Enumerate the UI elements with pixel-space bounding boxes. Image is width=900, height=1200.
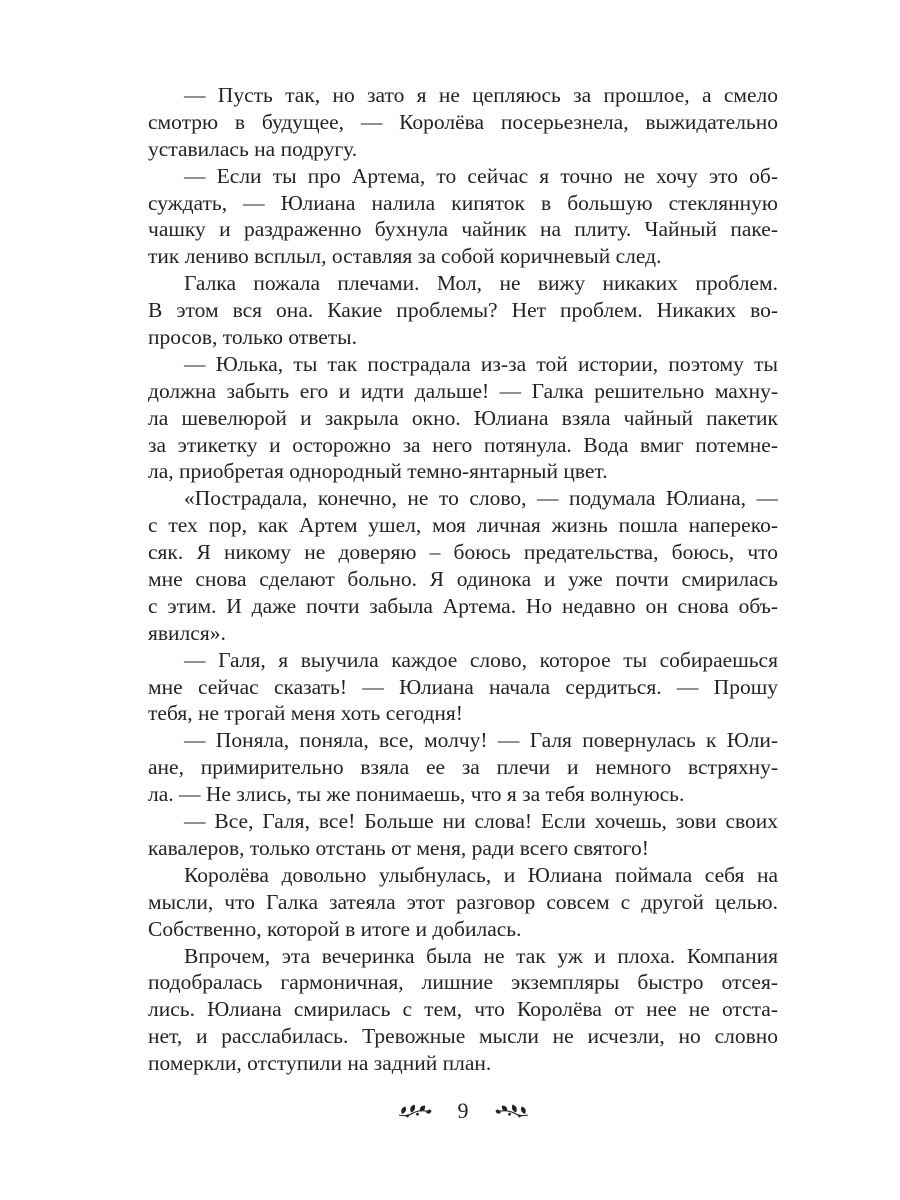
text-line: ла шевелюрой и закрыла окно. Юлиана взяла чайный пакетик (148, 405, 778, 430)
text-line: смотрю в будущее, — Королёва посерьезнела, выжидательно (148, 109, 778, 134)
paragraph (148, 485, 778, 646)
text-line: уставилась на подругу. (148, 136, 358, 161)
paragraph (148, 943, 778, 1077)
text-line: с тех пор, как Артем ушел, моя личная жизнь пошла напереко- (148, 513, 778, 538)
text-line: мне сейчас сказать! — Юлиана начала сердиться. — Прошу (148, 674, 778, 699)
text-line: В этом вся она. Какие проблемы? Нет проблем. Никаких во- (148, 298, 778, 323)
text-line: тебя, не трогай меня хоть сегодня! (148, 701, 463, 726)
text-line: явился». (148, 620, 226, 645)
text-line: чашку и раздраженно бухнула чайник на плиту. Чайный паке- (148, 217, 778, 242)
text-line: суждать, — Юлиана налила кипяток в большую стеклянную (148, 190, 778, 215)
text-line: Собственно, которой в итоге и добилась. (148, 916, 522, 941)
text-line: — Поняла, поняла, все, молчу! — Галя повернулась к Юли- (184, 728, 778, 753)
text-line: — Все, Галя, все! Больше ни слова! Если хочешь, зови своих (184, 809, 778, 834)
text-line: с этим. И даже почти забыла Артема. Но недавно он снова объ- (148, 593, 778, 618)
text-line: ла, приобретая однородный темно-янтарный цвет. (148, 459, 608, 484)
text-line: Галка пожала плечами. Мол, не вижу никаких проблем. (184, 271, 778, 296)
text-line: тик лениво всплыл, оставляя за собой коричневый след. (148, 244, 662, 269)
page-number: 9 (457, 1098, 469, 1123)
paragraph (148, 270, 778, 351)
paragraph (148, 163, 778, 271)
text-line: померкли, отступили на задний план. (148, 1051, 492, 1076)
paragraph (148, 82, 778, 163)
text-line: ане, примирительно взяла ее за плечи и немного встряхну- (148, 755, 778, 780)
paragraph (148, 862, 778, 943)
text-line: за этикетку и осторожно за него потянула. Вода вмиг потемне- (148, 432, 778, 457)
text-line: нет, и расслабилась. Тревожные мысли не исчезли, но словно (148, 1024, 778, 1049)
page-footer (148, 1096, 778, 1126)
text-line: мне снова сделают больно. Я одинока и уже почти смирилась (148, 567, 778, 592)
text-line: сяк. Я никому не доверяю – боюсь предательства, боюсь, что (148, 540, 778, 565)
text-line: — Юлька, ты так пострадала из-за той истории, поэтому ты (184, 351, 778, 376)
text-line: — Галя, я выучила каждое слово, которое ты собираешься (184, 647, 778, 672)
text-line: кавалеров, только отстань от меня, ради всего святого! (148, 835, 649, 860)
text-line: ла. — Не злись, ты же понимаешь, что я за тебя волнуюсь. (148, 782, 685, 807)
paragraph (148, 727, 778, 808)
fleuron-left-icon (398, 1103, 432, 1120)
paragraph (148, 351, 778, 485)
text-block (148, 82, 778, 1077)
paragraph (148, 808, 778, 862)
text-line: Королёва довольно улыбнулась, и Юлиана поймала себя на (184, 862, 778, 887)
text-line: лись. Юлиана смирилась с тем, что Королёва от нее не отста- (148, 997, 778, 1022)
text-line: — Пусть так, но зато я не цепляюсь за прошлое, а смело (184, 83, 778, 107)
text-line: должна забыть его и идти дальше! — Галка решительно махну- (148, 378, 778, 403)
text-line: мысли, что Галка затеяла этот разговор совсем с другой целью. (148, 889, 778, 914)
text-line: «Пострадала, конечно, не то слово, — подумала Юлиана, — (184, 486, 778, 511)
paragraph (148, 647, 778, 728)
text-line: Впрочем, эта вечеринка была не так уж и плоха. Компания (184, 943, 778, 968)
text-line: — Если ты про Артема, то сейчас я точно не хочу это об- (184, 163, 778, 188)
fleuron-right-icon (495, 1103, 529, 1120)
text-line: подобралась гармоничная, лишние экземпляры быстро отсея- (148, 970, 778, 995)
text-line: просов, только ответы. (148, 325, 357, 350)
